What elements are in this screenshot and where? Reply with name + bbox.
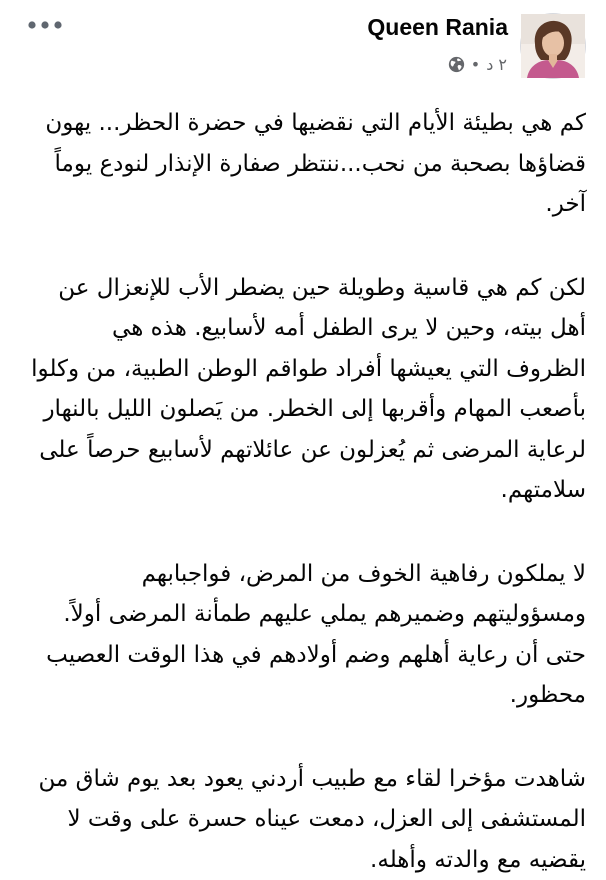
more-options-button[interactable] (24, 12, 66, 38)
post-paragraph-2: لكن كم هي قاسية وطويلة حين يضطر الأب للإنعزال عن أهل بيته، وحين لا يرى الطفل أمه لأسابيع. هذه هي الظروف التي يعيشها أفراد طواقم الوطن الطبية، من وكلوا بأصعب المهام وأقربها إلى الخطر. من يَصلون الليل بالنهار لرعاية المرضى ثم يُعزلون عن عائلاتهم لأسابيع حرصاً على سلامتهم. (26, 268, 586, 511)
post-paragraph-3: لا يملكون رفاهية الخوف من المرض، فواجبابهم ومسؤوليتهم وضميرهم يملي عليهم طمأنة المرضى أولاً. حتى أن رعاية أهلهم وضم أولادهم في هذا الوقت العصيب محظور. (26, 554, 586, 716)
globe-icon[interactable] (448, 56, 465, 73)
post-paragraph-1: كم هي بطيئة الأيام التي نقضيها في حضرة الحظر... يهون قضاؤها بصحبة من نحب...ننتظر صفارة الإنذار لنودع يوماً آخر. (26, 103, 586, 225)
meta-separator: • (471, 57, 480, 73)
post-body (26, 103, 586, 880)
post-timestamp[interactable]: ٢ د (486, 55, 507, 74)
more-horizontal-icon (28, 21, 62, 29)
avatar[interactable] (520, 13, 586, 79)
post-header (0, 0, 606, 92)
author-name[interactable]: Queen Rania (367, 14, 508, 41)
post-meta (448, 55, 507, 74)
profile-photo (521, 14, 585, 78)
post-paragraph-4: شاهدت مؤخرا لقاء مع طبيب أردني يعود بعد يوم شاق من المستشفى إلى العزل، دمعت عيناه حسرة على وقت لا يقضيه مع والدته وأهله. (26, 759, 586, 880)
